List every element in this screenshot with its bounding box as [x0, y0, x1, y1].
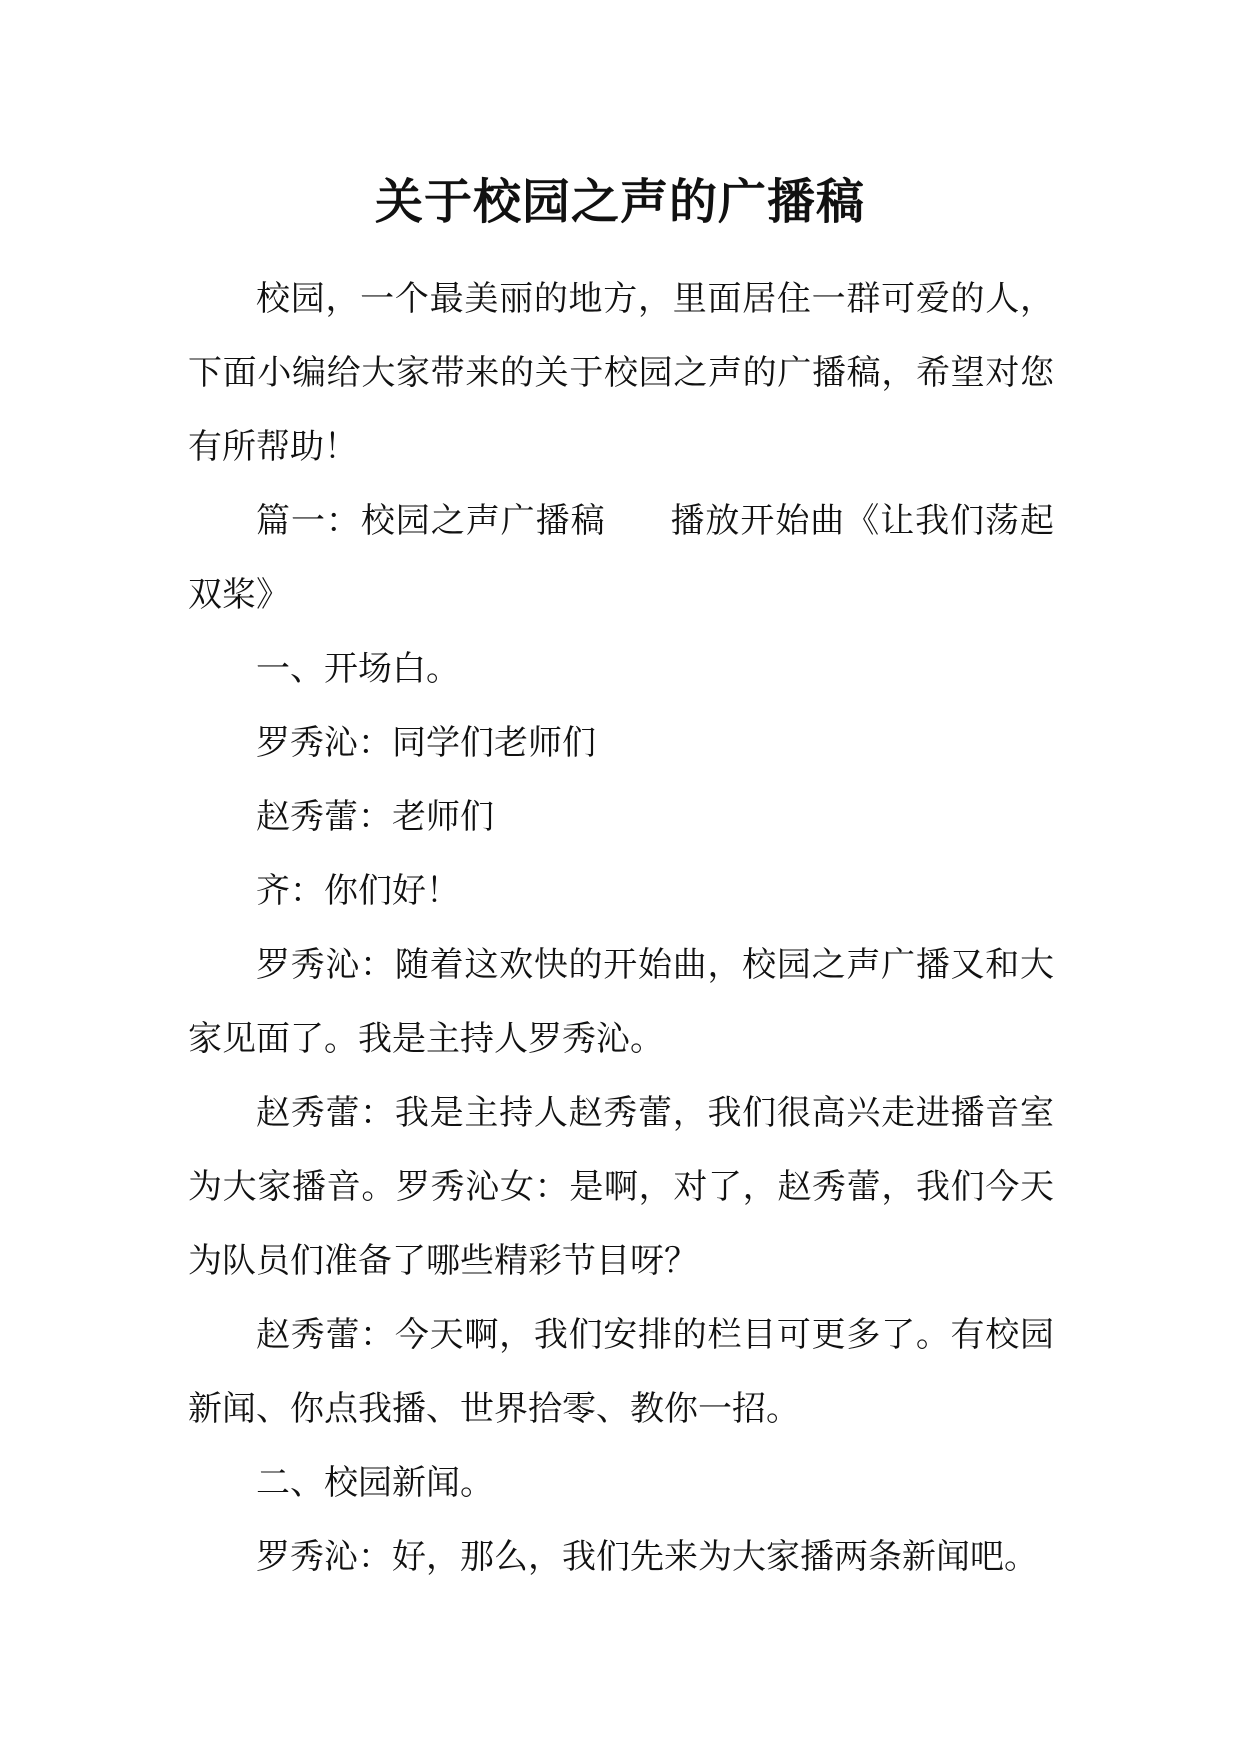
- dialogue-line: 齐：你们好！: [256, 871, 460, 911]
- dialogue-line: 罗秀沁：同学们老师们: [256, 723, 596, 763]
- document-body: [188, 262, 1054, 1594]
- news-heading: 二、校园新闻。: [256, 1463, 494, 1503]
- document-title: 关于校园之声的广播稿: [374, 174, 865, 230]
- section-heading-part2: 播放开始曲《让我们荡起双桨》: [188, 501, 1055, 615]
- dialogue-line: 赵秀蕾：今天啊，我们安排的栏目可更多了。有校园新闻、你点我播、世界拾零、教你一招。: [188, 1315, 1054, 1429]
- opening-heading: 一、开场白。: [256, 649, 460, 689]
- intro-paragraph: 校园，一个最美丽的地方，里面居住一群可爱的人，下面小编给大家带来的关于校园之声的广播稿，希望对您有所帮助！: [188, 279, 1054, 467]
- dialogue-line: 赵秀蕾：老师们: [256, 797, 494, 837]
- dialogue-line: 赵秀蕾：我是主持人赵秀蕾，我们很高兴走进播音室为大家播音。罗秀沁女：是啊，对了，赵秀蕾，我们今天为队员们准备了哪些精彩节目呀？: [188, 1093, 1054, 1281]
- dialogue-line: 罗秀沁：好，那么，我们先来为大家播两条新闻吧。: [256, 1537, 1038, 1577]
- section-heading-paragraph: [188, 484, 1054, 632]
- section-heading-part1: 篇一：校园之声广播稿: [256, 501, 606, 541]
- dialogue-line: 罗秀沁：随着这欢快的开始曲，校园之声广播又和大家见面了。我是主持人罗秀沁。: [188, 945, 1054, 1059]
